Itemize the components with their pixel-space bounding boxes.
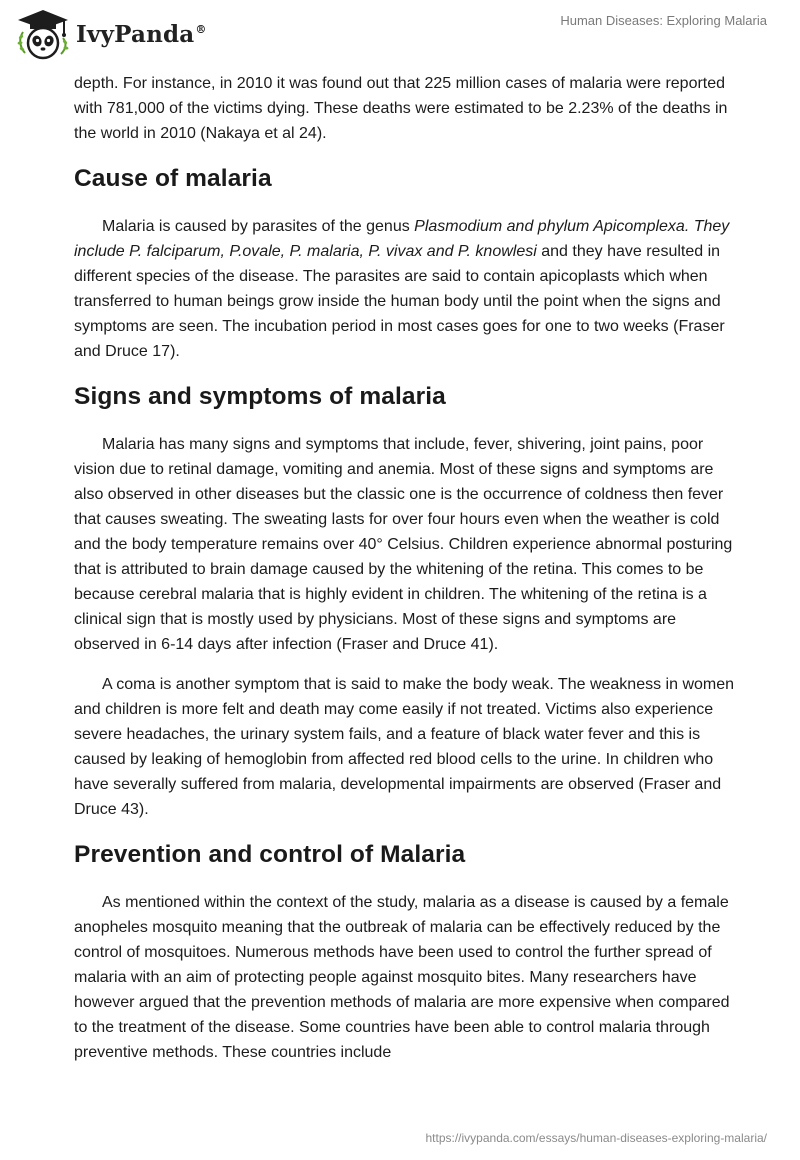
intro-paragraph-tail: depth. For instance, in 2010 it was found out that 225 million cases of malaria were reported with 781,000 of the victims dying. These deaths were estimated to be 2.23% of the deaths in the world in 2010 (Nakaya et al 24). xyxy=(74,75,728,142)
signs-paragraph-1: Malaria has many signs and symptoms that include, fever, shivering, joint pains, poor vision due to retinal damage, vomiting and anemia. Most of these signs and symptoms are also observed in other diseases but the classic one is the occurrence of coldness then fever that causes sweating. The sweating lasts for over four hours even when the weather is cold and the body temperature remains over 40° Celsius. Children experience abnormal posturing that is attributed to brain damage caused by the whitening of the retina. This comes to be because cerebral malaria that is highly evident in children. The whitening of the retina is a clinical sign that is mostly used by physicians. Most of these signs and symptoms are observed in 6-14 days after infection (Fraser and Druce 41). xyxy=(74,436,733,653)
brand-logo[interactable] xyxy=(14,8,207,60)
section-heading-cause: Cause of malaria xyxy=(74,165,272,192)
prevention-paragraph: As mentioned within the context of the study, malaria as a disease is caused by a female anopheles mosquito meaning that the outbreak of malaria can be effectively reduced by the control of mosquitoes. Numerous methods have been used to control the further spread of malaria with an aim of protecting people against mosquito bites. Many researchers have however argued that the prevention methods of malaria are more expensive when compared to the treatment of the disease. Some countries have been able to control malaria through preventive methods. These countries include xyxy=(74,894,730,1061)
signs-paragraph-2: A coma is another symptom that is said to make the body weak. The weakness in women and children is more felt and death may come easily if not treated. Victims also experience severe headaches, the urinary system fails, and a feature of black water fever and this is caused by leaking of hemoglobin from affected red blood cells to the urine. In children who have severally suffered from malaria, developmental impairments are observed (Fraser and Druce 43). xyxy=(74,676,735,818)
panda-graduate-icon xyxy=(14,8,72,60)
section-heading-prevention: Prevention and control of Malaria xyxy=(74,841,466,868)
section-heading-signs: Signs and symptoms of malaria xyxy=(74,383,446,410)
essay-content xyxy=(74,71,734,1080)
brand-name: IvyPanda® xyxy=(76,20,207,48)
source-url-link[interactable]: https://ivypanda.com/essays/human-diseases-exploring-malaria/ xyxy=(425,1131,767,1145)
page-header xyxy=(0,0,800,70)
cause-paragraph: Malaria is caused by parasites of the genus Plasmodium and phylum Apicomplexa. They include P. falciparum, P.ovale, P. malaria, P. vivax and P. knowlesi and they have resulted in different species of the disease. The parasites are said to contain apicoplasts which when transferred to human beings grow inside the human body until the point when the signs and symptoms are seen. The incubation period in most cases goes for one to two weeks (Fraser and Druce 17). xyxy=(74,218,730,360)
document-title: Human Diseases: Exploring Malaria xyxy=(560,13,767,28)
